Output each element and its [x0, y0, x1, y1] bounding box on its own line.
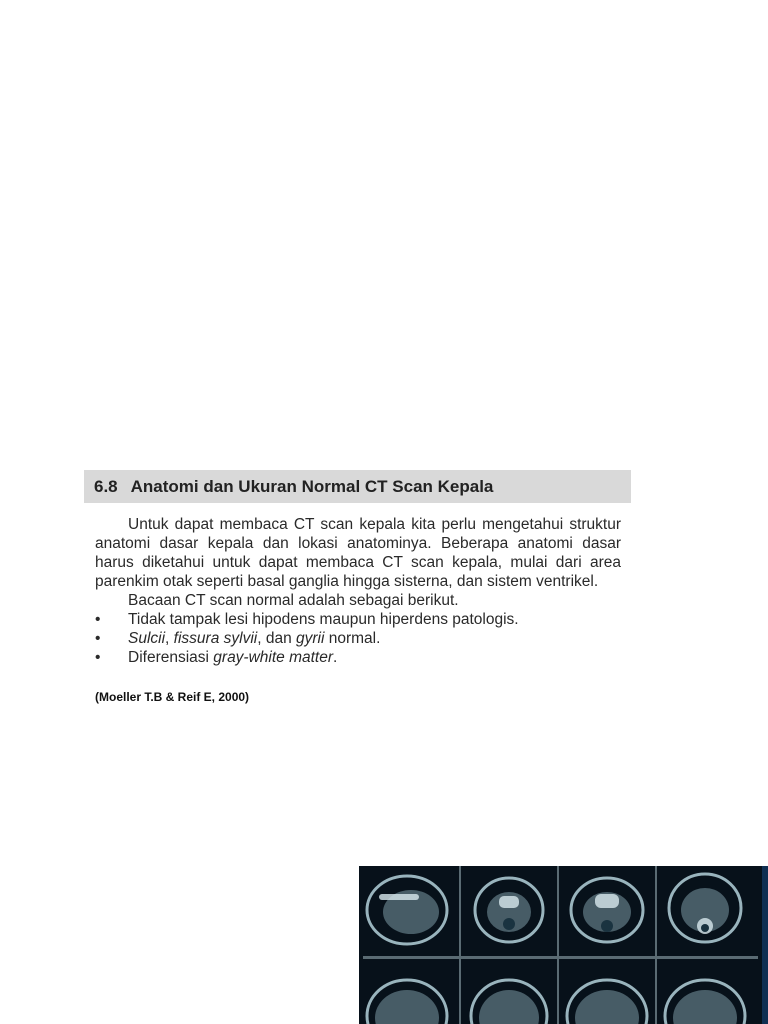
ct-scan-illustration: [359, 866, 762, 1024]
list-item-text: [128, 648, 337, 667]
intro-paragraph: Untuk dapat membaca CT scan kepala kita perlu mengetahui struktur anatomi dasar kepala dan lokasi anatominya. Beberapa anatomi dasar harus diketahui untuk dapat membaca CT scan kepala, mulai dari area parenkim otak seperti basal ganglia hingga sisterna, dan sistem ventrikel.: [95, 516, 621, 590]
term-sulcii: Sulcii: [128, 630, 166, 647]
bullet-icon: •: [95, 611, 101, 628]
body-text: [95, 515, 621, 667]
section-number: 6.8: [94, 476, 118, 496]
conjunction-text: , dan: [257, 630, 296, 647]
suffix-text: normal.: [324, 630, 381, 647]
term-gray-white-matter: gray-white matter: [213, 649, 334, 666]
period-text: .: [333, 649, 338, 666]
findings-list: [95, 610, 621, 667]
bullet-icon: •: [95, 630, 101, 647]
list-item-text: [128, 629, 380, 648]
list-item-text: Tidak tampak lesi hipodens maupun hiperdens patologis.: [128, 611, 519, 628]
list-item: [95, 610, 621, 629]
section-title: Anatomi dan Ukuran Normal CT Scan Kepala: [130, 476, 494, 496]
ct-scan-image: [359, 866, 768, 1024]
separator-text: ,: [165, 630, 174, 647]
section-header: [84, 470, 631, 503]
prefix-text: Diferensiasi: [128, 649, 214, 666]
bullet-icon: •: [95, 649, 101, 666]
citation: (Moeller T.B & Reif E, 2000): [95, 690, 250, 704]
term-fissura-sylvii: fissura sylvii: [173, 630, 258, 647]
list-item: [95, 629, 621, 648]
reading-paragraph: Bacaan CT scan normal adalah sebagai berikut.: [128, 592, 459, 609]
list-item: [95, 648, 621, 667]
term-gyrii: gyrii: [296, 630, 325, 647]
image-edge: [762, 866, 768, 1024]
